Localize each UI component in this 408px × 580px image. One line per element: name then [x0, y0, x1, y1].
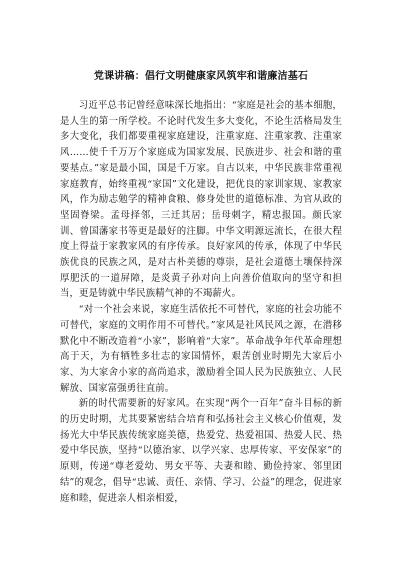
paragraph-3: 新的时代需要新的好家风。在实现“两个一百年”奋斗目标的新的历史时期，尤其要紧密结合培育和弘扬社会主义核心价值观，发扬光大中华民族传统家庭美德，热爱党、热爱祖国、热爱人民、热爱中华民族，坚持“以德治家、以学兴家、忠厚传家、平安保家”的原则，传递“尊老爱幼、男女平等、夫妻和睦、勤俭持家、邻里团结”的观念，倡导“忠诚、责任、亲情、学习、公益”的理念，促进家庭和睦，促进亲人相亲相爱，: [60, 398, 342, 504]
paragraph-2: “对一个社会来说，家庭生活依托不可替代，家庭的社会功能不可替代，家庭的文明作用不可替代。”家风是社风民风之源，在潜移默化中不断改造着“小家”，影响着“大家”。革命战争年代革命理想高于天，为有牺牲多壮志的家国情怀，艰苦创业时期先大家后小家、为大家舍小家的高尚追求，激励着全国人民为民族独立、人民解放、国家富强勇往直前。: [60, 304, 342, 394]
document-body: [60, 98, 342, 506]
document-title: 党课讲稿：倡行文明健康家风筑牢和谐廉洁基石: [93, 71, 309, 82]
paragraph-1: 习近平总书记曾经意味深长地指出：“家庭是社会的基本细胞，是人生的第一所学校。不论时代发生多大变化，不论生活格局发生多大变化，我们都要重视家庭建设，注重家庭、注重家教、注重家风……使千千万万个家庭成为国家发展、民族进步、社会和谐的重要基点。”家是最小国，国是千万家。自古以来，中华民族非常重视家庭教育，始终重视“家国”文化建设，把优良的家训家规、家教家风，作为励志勉学的精神食粮、修身处世的道德标准、为官从政的坚固脊梁。孟母择邻，三迁其居；岳母刺字，精忠报国。颜氏家训、曾国藩家书等更是最好的注脚。中华文明源远流长，在很大程度上得益于家教家风的有序传承。良好家风的传承，体现了中华民族优良的民族之风，是对古朴美德的尊崇，是社会道德土壤保持深厚肥沃的一道屏障，是炎黄子孙对向上向善价值取向的坚守和担当，更是铸就中华民族精气神的不竭薪火。: [60, 100, 342, 300]
